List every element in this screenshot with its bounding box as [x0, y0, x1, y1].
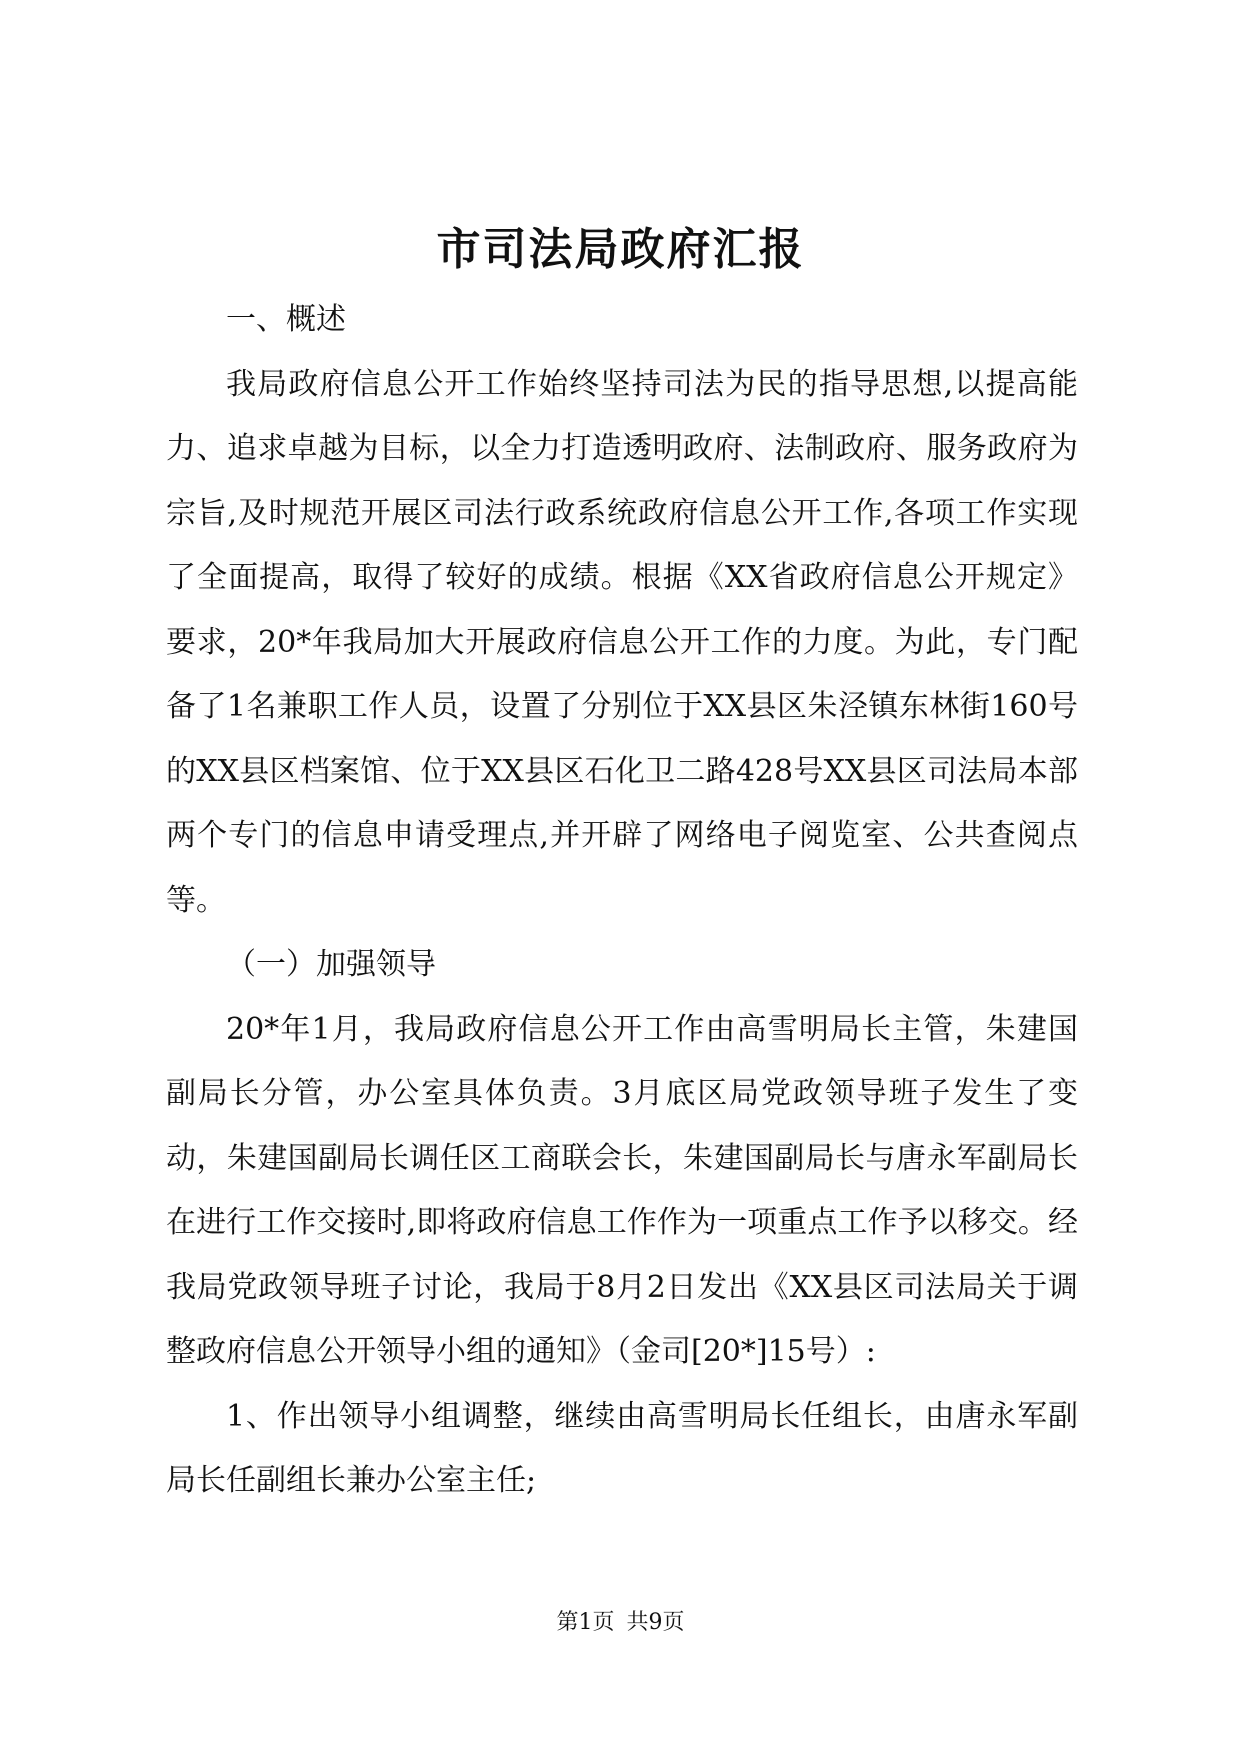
page-number-current: 第1页: [556, 1610, 615, 1635]
page-footer: [0, 1608, 1241, 1638]
document-title: 市司法局政府汇报: [436, 224, 805, 275]
subsection-heading-leadership: （一）加强领导: [226, 947, 436, 982]
paragraph-item-1: 1、作出领导小组调整，继续由高雪明局长任组长，由唐永军副局长任副组长兼办公室主任;: [166, 1398, 1078, 1498]
document-body: [166, 288, 1078, 1514]
page-number-total: 共9页: [626, 1610, 685, 1635]
paragraph-overview: 我局政府信息公开工作始终坚持司法为民的指导思想,以提高能力、追求卓越为目标，以全力打造透明政府、法制政府、服务政府为宗旨,及时规范开展区司法行政系统政府信息公开工作,各项工作实现了全面提高，取得了较好的成绩。根据《XX省政府信息公开规定》要求，20*年我局加大开展政府信息公开工作的力度。为此，专门配备了1名兼职工作人员，设置了分别位于XX县区朱泾镇东林街160号的XX县区档案馆、位于XX县区石化卫二路428号XX县区司法局本部两个专门的信息申请受理点,并开辟了网络电子阅览室、公共查阅点等。: [166, 366, 1078, 918]
paragraph-leadership: 20*年1月，我局政府信息公开工作由高雪明局长主管，朱建国副局长分管，办公室具体负责。3月底区局党政领导班子发生了变动，朱建国副局长调任区工商联会长，朱建国副局长与唐永军副局长在进行工作交接时,即将政府信息工作作为一项重点工作予以移交。经我局党政领导班子讨论，我局于8月2日发出《XX县区司法局关于调整政府信息公开领导小组的通知》（金司[20*]15号）:: [166, 1011, 1078, 1369]
section-heading-overview: 一、概述: [226, 302, 346, 337]
